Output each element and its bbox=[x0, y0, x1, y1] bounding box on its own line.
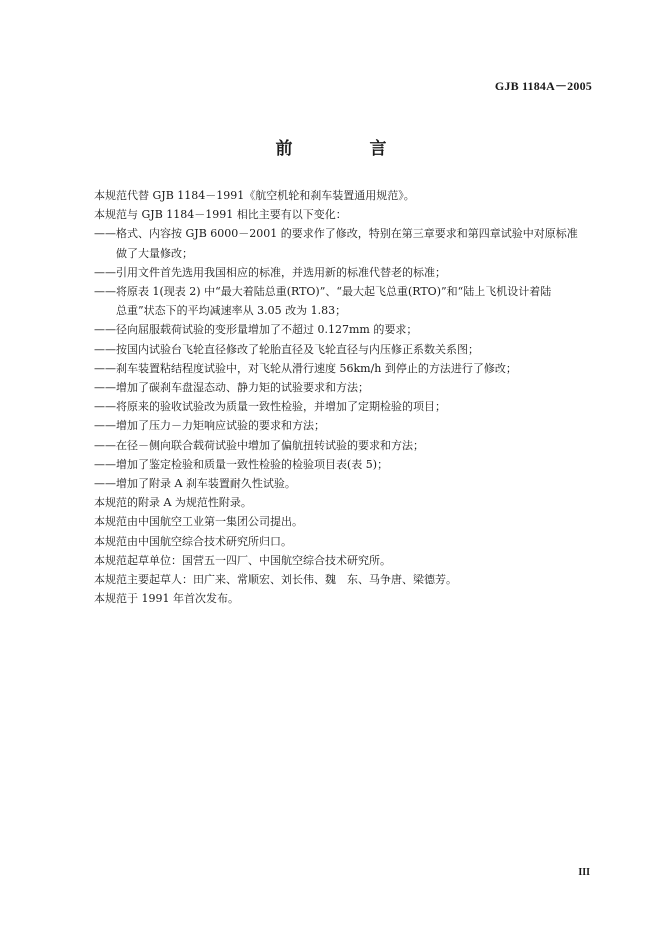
dash-marker: —— bbox=[94, 457, 116, 471]
item-text: 将原来的验收试验改为质量一致性检验，并增加了定期检验的项目； bbox=[116, 400, 446, 414]
item-text: 刹车装置粘结程度试验中，对飞轮从滑行速度 56km/h 到停止的方法进行了修改； bbox=[116, 361, 517, 375]
list-item bbox=[94, 224, 594, 243]
list-item bbox=[94, 263, 594, 282]
item-text: 将原表 1(现表 2) 中“最大着陆总重(RTO)”、“最大起飞总重(RTO)”和“陆上飞机设计着陆 bbox=[116, 285, 552, 299]
item-text: 增加了压力－力矩响应试验的要求和方法； bbox=[116, 419, 325, 433]
dash-marker: —— bbox=[94, 419, 116, 433]
dash-marker: —— bbox=[94, 477, 116, 491]
dash-marker: —— bbox=[94, 227, 116, 241]
list-item bbox=[94, 359, 594, 378]
page-number: III bbox=[578, 867, 590, 878]
dash-marker: —— bbox=[94, 361, 116, 375]
list-item bbox=[94, 416, 594, 435]
closing-line: 本规范于 1991 年首次发布。 bbox=[94, 592, 239, 606]
dash-marker: —— bbox=[94, 342, 116, 356]
list-item bbox=[94, 397, 594, 416]
dash-marker: —— bbox=[94, 285, 116, 299]
closing-line: 本规范主要起草人：田广来、常顺宏、刘长伟、魏 东、马争唐、梁德芳。 bbox=[94, 573, 457, 587]
item-text: 增加了碳刹车盘湿态动、静力矩的试验要求和方法； bbox=[116, 381, 369, 395]
intro-line: 本规范与 GJB 1184－1991 相比主要有以下变化： bbox=[94, 208, 347, 222]
dash-marker: —— bbox=[94, 265, 116, 279]
list-item bbox=[94, 455, 594, 474]
item-text: 格式、内容按 GJB 6000－2001 的要求作了修改，特别在第三章要求和第四章试验中对原标准 bbox=[116, 227, 578, 241]
dash-marker: —— bbox=[94, 438, 116, 452]
item-continuation: 做了大量修改； bbox=[116, 246, 193, 260]
closing-statements bbox=[94, 493, 594, 608]
list-item bbox=[94, 282, 594, 301]
list-item bbox=[94, 474, 594, 493]
dash-marker: —— bbox=[94, 323, 116, 337]
document-code: GJB 1184A－2005 bbox=[494, 79, 592, 93]
item-text: 按国内试验台飞轮直径修改了轮胎直径及飞轮直径与内压修正系数关系图； bbox=[116, 342, 479, 356]
list-item bbox=[94, 378, 594, 397]
intro-line: 本规范代替 GJB 1184－1991《航空机轮和刹车装置通用规范》。 bbox=[94, 189, 415, 202]
list-item bbox=[94, 436, 594, 455]
item-text: 增加了鉴定检验和质量一致性检验的检验项目表(表 5)； bbox=[116, 457, 389, 471]
closing-line: 本规范由中国航空工业第一集团公司提出。 bbox=[94, 515, 303, 529]
foreword-body bbox=[94, 186, 594, 608]
closing-line: 本规范的附录 A 为规范性附录。 bbox=[94, 496, 252, 510]
page-title: 前 言 bbox=[275, 139, 417, 159]
item-text: 增加了附录 A 刹车装置耐久性试验。 bbox=[116, 477, 296, 491]
closing-line: 本规范起草单位：国营五一四厂、中国航空综合技术研究所。 bbox=[94, 553, 391, 567]
list-item bbox=[94, 320, 594, 339]
item-text: 在径－侧向联合载荷试验中增加了偏航扭转试验的要求和方法； bbox=[116, 438, 424, 452]
list-item bbox=[94, 340, 594, 359]
closing-line: 本规范由中国航空综合技术研究所归口。 bbox=[94, 534, 292, 548]
item-text: 径向屈服载荷试验的变形量增加了不超过 0.127mm 的要求； bbox=[116, 323, 418, 337]
changes-list bbox=[94, 224, 594, 493]
item-text: 引用文件首先选用我国相应的标准，并选用新的标准代替老的标准； bbox=[116, 265, 446, 279]
dash-marker: —— bbox=[94, 400, 116, 414]
item-continuation: 总重”状态下的平均减速率从 3.05 改为 1.83； bbox=[116, 304, 347, 318]
dash-marker: —— bbox=[94, 381, 116, 395]
